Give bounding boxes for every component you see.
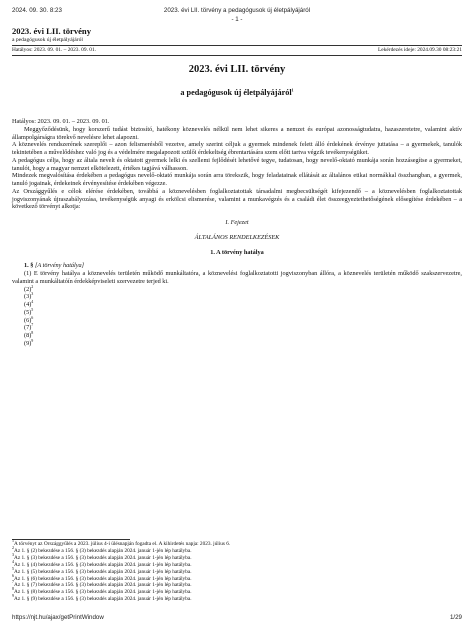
subsection-label: (4) (24, 301, 32, 308)
footnote-text: Az 1. § (8) bekezdése a 156. § (3) bekezdés alapján 2024. január 1-jén lép hatályba. (14, 589, 192, 596)
subsection-item (12, 283, 462, 297)
subsection-label: (8) (24, 332, 32, 339)
footnote-number: 1 (12, 538, 14, 544)
footnote-ref: 4 (31, 298, 34, 304)
footnote (12, 593, 462, 603)
subsection-label: (7) (24, 324, 32, 332)
subsection-item (12, 337, 462, 348)
print-url: https://njt.hu/ajax/getPrintWindow (12, 614, 104, 621)
preamble-paragraph: Mindezek megvalósítása érdekében a pedagógus nevelő-oktató munkája során arra törekszik, hogy feladatainak ellátását az általános etikai normákkal összhangban, a gyermek, tanuló jogainak, érdekeinek érvényesítése érdekében végezze. (12, 172, 462, 187)
subsection-item (12, 298, 462, 309)
footnote-ref: 6 (31, 314, 34, 320)
footnote-text: Az 1. § (2) bekezdése a 156. § (3) bekezdés alapján 2024. január 1-jén lép hatályba. (14, 547, 192, 554)
footnote-ref: 5 (31, 306, 34, 312)
header-title: 2023. évi LII. törvény (12, 26, 92, 36)
preamble-paragraph: Meggyőződésünk, hogy korszerű tudást biztosító, hatékony köznevelés nélkül nem lehet sikeres a nemzet és európai azonosságtudatra, hazaszeretetre, valamint aktív állampolgárságra törekvő nevelésre lehet alapozni. (12, 125, 462, 141)
footnote-text: Az 1. § (4) bekezdése a 156. § (3) bekezdés alapján 2024. január 1-jén lép hatályba. (14, 561, 192, 568)
document-title: 2023. évi LII. törvény (188, 64, 286, 75)
preamble-paragraph: A pedagógus célja, hogy az általa nevelt és oktatott gyermek lelki és szellemi fejlődését lehetővé tegye, tudatosan, hogy nevelő-oktató munkája során hozzásegítse a gyermeket, tanulót, hogy a magyar nemzet elkötelezett, értékes tagjává válhasson. (12, 156, 462, 172)
subsection-label: (2) (24, 285, 32, 293)
subsection-item (12, 324, 462, 332)
print-page-title: 2023. évi LII. törvény a pedagógusok új életpályájáról (163, 7, 311, 14)
preamble-paragraph: A köznevelés rendszerének szereplői – azon felismerésből vezetve, amely szerint céljuk a gyermek mindenek felett álló érdekének érvénye juttatása – a gyermekek, tanulók tekintetében a művelődéshez való jog és a védelmére megalapozott szülői érdekeltség ébrentartására szem előtt tartva végzik tevékenységüket. (12, 141, 462, 156)
part-number: I. Fejezet (225, 219, 249, 226)
footnote-ref: 2 (31, 283, 34, 289)
footnote-ref: 7 (31, 322, 34, 328)
header-effective: Hatályos: 2023. 09. 01. – 2023. 09. 01. (12, 47, 96, 53)
header-rule-bottom (12, 55, 462, 56)
paragraph-heading (12, 262, 462, 270)
header-meta-row (12, 47, 462, 53)
footnote (12, 558, 462, 569)
footnote-text: A törvényt az Országgyűlés a 2023. július 4-i ülésnapján fogadta el. A kihirdetés napja: 2023. július 6. (14, 541, 231, 547)
footnote-number: 9 (12, 593, 14, 599)
footnote-ref: 9 (31, 337, 34, 343)
footnote-text: Az 1. § (3) bekezdése a 156. § (3) bekezdés alapján 2024. január 1-jén lép hatályba. (14, 554, 192, 561)
section-title: 1. A törvény hatálya (210, 248, 264, 256)
document-subtitle-text: a pedagógusok új életpályájáról (180, 88, 292, 97)
header-subtitle: a pedagógusok új életpályájáról (12, 37, 83, 43)
subsection-1: (1) E törvény hatálya a köznevelés területén működő munkáltatóra, a köznevelési foglalkoztatotti jogviszonyban állóra, a köznevelés területén működő szakszervezetre, valamint a munkáltatóín érdekképviseleti szervezetre terjed ki. (12, 270, 462, 285)
print-page-marker: - 1 - (231, 16, 243, 23)
footnote-number: 5 (12, 565, 14, 571)
footnote-rule (12, 539, 130, 540)
header-retrieved: Lekérdezés ideje: 2024.09.30 08:23:21 (378, 47, 462, 53)
paragraph-number: 1. § (24, 262, 34, 270)
footnotes (12, 538, 462, 603)
footnote-ref: 8 (31, 329, 34, 335)
footnote-text: Az 1. § (7) bekezdése a 156. § (3) bekezdés alapján 2024. január 1-jén lép hatályba. (14, 582, 192, 589)
print-page-count: 1/29 (449, 614, 462, 621)
part-title: ÁLTALÁNOS RENDELKEZÉSEK (194, 233, 280, 241)
footnote-number: 6 (12, 572, 14, 578)
footnote-number: 7 (12, 579, 14, 585)
document-subtitle (0, 88, 474, 97)
footnote-text: Az 1. § (9) bekezdése a 156. § (3) bekezdés alapján 2024. január 1-jén lép hatályba. (14, 596, 192, 603)
subsection-label: (3) (24, 293, 32, 301)
footnote-ref: 1 (291, 87, 294, 93)
footnote (12, 565, 462, 576)
effective-line: Hatályos: 2023. 09. 01. – 2023. 09. 01. (12, 118, 110, 125)
footnote-ref: 3 (31, 291, 34, 297)
print-datetime: 2024. 09. 30. 8:23 (12, 7, 62, 14)
subsection-list (12, 283, 462, 348)
subsection-label: (6) (24, 316, 32, 324)
header-rule (12, 45, 462, 46)
footnote-text: Az 1. § (6) bekezdése a 156. § (3) bekezdés alapján 2024. január 1-jén lép hatályba. (14, 575, 192, 582)
subsection-item (12, 306, 462, 320)
subsection-item (12, 314, 462, 328)
footnote-number: 2 (12, 545, 14, 551)
subsection-label: (5) (24, 308, 32, 316)
subsection-label: (9) (24, 339, 32, 347)
subsection-item (12, 329, 462, 340)
footnote-number: 3 (12, 552, 14, 558)
paragraph-heading-text: [A törvény hatálya] (34, 262, 85, 270)
document-body (12, 118, 462, 348)
footnote-number: 4 (12, 558, 14, 564)
footnote-number: 8 (12, 586, 14, 592)
subsection-item (12, 293, 462, 301)
preamble-paragraph: Az Országgyűlés e célok elérése érdekében, továbbá a köznevelésben foglalkoztatottak társadalmi megbecsültségét kifejezendő – a köznevelésben foglalkoztatottak jogviszonyának újraszabályozása, tevékenységük anyagi és erkölcsi elismerése, valamint a munkavégzés és a családi élet összeegyeztethetőségének elősegítése érdekében – a következő törvényt alkotja: (12, 187, 462, 211)
footnote-text: Az 1. § (5) bekezdése a 156. § (3) bekezdés alapján 2024. január 1-jén lép hatályba. (14, 568, 192, 575)
footnote (12, 552, 462, 562)
